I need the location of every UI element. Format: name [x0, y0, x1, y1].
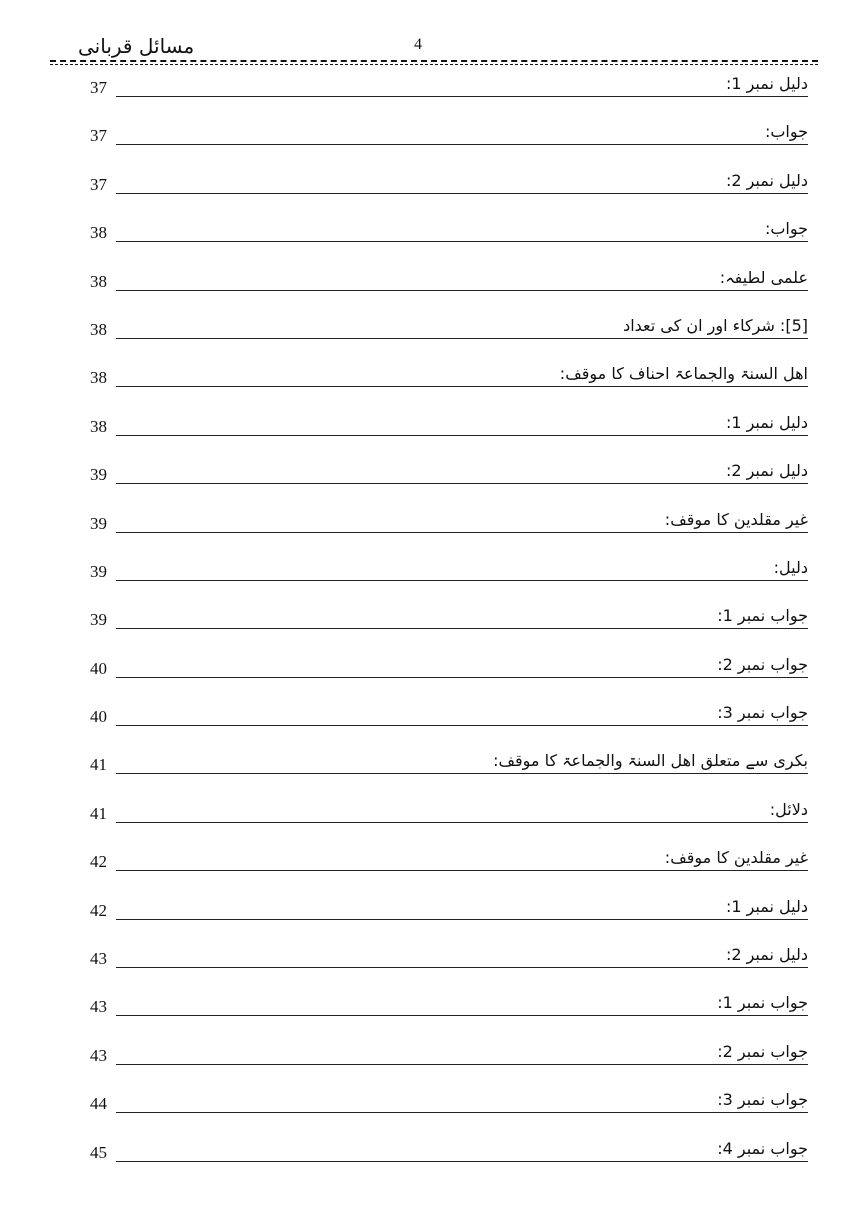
- toc-page-number: 43: [90, 997, 107, 1017]
- page-header: [50, 30, 818, 66]
- toc-page-number: 38: [90, 271, 107, 291]
- toc-page-number: 39: [90, 513, 107, 533]
- toc-page-number: 38: [90, 368, 107, 388]
- toc-entry-label: جواب نمبر 3:: [711, 1090, 808, 1109]
- toc-page-number: 41: [90, 755, 107, 775]
- toc-entry: [90, 941, 808, 989]
- toc-leader-line: [116, 241, 808, 242]
- toc-entry: [90, 651, 808, 699]
- toc-entry: [90, 118, 808, 166]
- toc-leader-line: [116, 338, 808, 339]
- toc-leader-line: [116, 919, 808, 920]
- toc-leader-line: [116, 1112, 808, 1113]
- table-of-contents: [90, 70, 808, 1183]
- toc-leader-line: [116, 290, 808, 291]
- toc-page-number: 42: [90, 852, 107, 872]
- toc-entry: [90, 167, 808, 215]
- toc-entry-label: دلائل:: [764, 800, 808, 819]
- toc-entry: [90, 602, 808, 650]
- toc-leader-line: [116, 483, 808, 484]
- toc-entry-label: دلیل نمبر 2:: [720, 945, 808, 964]
- toc-leader-line: [116, 144, 808, 145]
- toc-entry: [90, 264, 808, 312]
- toc-entry-label: دلیل نمبر 1:: [720, 897, 808, 916]
- toc-page-number: 37: [90, 78, 107, 97]
- toc-leader-line: [116, 96, 808, 97]
- toc-page-number: 37: [90, 126, 107, 146]
- toc-page-number: 40: [90, 707, 107, 727]
- toc-entry: [90, 893, 808, 941]
- toc-page-number: 37: [90, 174, 107, 194]
- toc-entry-label: اھل السنۃ والجماعۃ احناف کا موقف:: [554, 364, 808, 383]
- toc-entry: [90, 796, 808, 844]
- toc-entry: [90, 554, 808, 602]
- toc-entry: [90, 506, 808, 554]
- toc-entry-label: غیر مقلدین کا موقف:: [659, 510, 808, 529]
- toc-entry: [90, 1038, 808, 1086]
- toc-page-number: 38: [90, 319, 107, 339]
- toc-leader-line: [116, 1015, 808, 1016]
- toc-entry-label: جواب:: [759, 219, 808, 238]
- toc-page-number: 44: [90, 1094, 107, 1114]
- toc-page-number: 43: [90, 1045, 107, 1065]
- toc-leader-line: [116, 628, 808, 629]
- toc-entry: [90, 844, 808, 892]
- toc-entry: [90, 215, 808, 263]
- toc-entry: [90, 747, 808, 795]
- toc-entry: [90, 70, 808, 118]
- toc-entry: [90, 1135, 808, 1183]
- toc-entry: [90, 312, 808, 360]
- toc-entry: [90, 360, 808, 408]
- toc-entry-label: دلیل:: [768, 558, 808, 577]
- toc-leader-line: [116, 967, 808, 968]
- toc-leader-line: [116, 822, 808, 823]
- toc-page-number: 40: [90, 658, 107, 678]
- book-title: مسائل قربانی: [78, 34, 195, 58]
- toc-entry: [90, 1086, 808, 1134]
- toc-entry-label: جواب نمبر 1:: [711, 606, 808, 625]
- toc-leader-line: [116, 532, 808, 533]
- toc-entry-label: دلیل نمبر 2:: [720, 461, 808, 480]
- toc-leader-line: [116, 725, 808, 726]
- toc-page-number: 39: [90, 465, 107, 485]
- toc-page-number: 45: [90, 1142, 107, 1162]
- toc-entry-label: بکری سے متعلق اھل السنۃ والجماعۃ کا موقف:: [487, 751, 808, 770]
- toc-entry: [90, 989, 808, 1037]
- toc-entry-label: دلیل نمبر 2:: [720, 171, 808, 190]
- toc-leader-line: [116, 773, 808, 774]
- header-divider: [50, 60, 818, 62]
- toc-page-number: 38: [90, 223, 107, 243]
- toc-entry: [90, 409, 808, 457]
- toc-page-number: 39: [90, 610, 107, 630]
- toc-entry: [90, 699, 808, 747]
- toc-entry-label: دلیل نمبر 1:: [720, 74, 808, 93]
- page-number: 4: [414, 36, 422, 53]
- toc-entry-label: جواب:: [759, 122, 808, 141]
- toc-leader-line: [116, 435, 808, 436]
- toc-page-number: 39: [90, 561, 107, 581]
- toc-page-number: 41: [90, 803, 107, 823]
- toc-leader-line: [116, 580, 808, 581]
- toc-page-number: 38: [90, 416, 107, 436]
- toc-page-number: 42: [90, 900, 107, 920]
- toc-entry-label: علمی لطیفہ:: [714, 268, 808, 287]
- toc-entry-label: دلیل نمبر 1:: [720, 413, 808, 432]
- toc-leader-line: [116, 677, 808, 678]
- toc-leader-line: [116, 386, 808, 387]
- toc-entry-label: [5]: شرکاء اور ان کی تعداد: [617, 316, 808, 335]
- toc-entry-label: جواب نمبر 4:: [711, 1139, 808, 1158]
- toc-leader-line: [116, 193, 808, 194]
- toc-entry-label: جواب نمبر 3:: [711, 703, 808, 722]
- toc-entry-label: جواب نمبر 2:: [711, 655, 808, 674]
- toc-entry-label: جواب نمبر 2:: [711, 1042, 808, 1061]
- toc-leader-line: [116, 1161, 808, 1162]
- toc-entry: [90, 457, 808, 505]
- toc-leader-line: [116, 870, 808, 871]
- toc-leader-line: [116, 1064, 808, 1065]
- toc-entry-label: غیر مقلدین کا موقف:: [659, 848, 808, 867]
- header-divider-secondary: [50, 64, 818, 65]
- toc-entry-label: جواب نمبر 1:: [711, 993, 808, 1012]
- toc-page-number: 43: [90, 949, 107, 969]
